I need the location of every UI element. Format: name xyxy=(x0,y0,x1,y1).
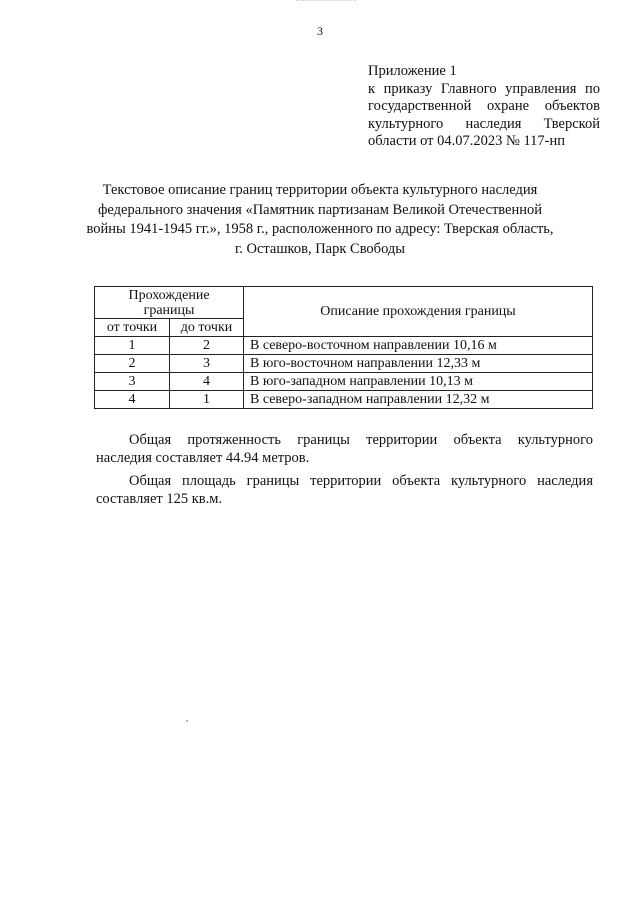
cell-from: 1 xyxy=(95,337,170,355)
cell-from: 3 xyxy=(95,373,170,391)
cell-description: В юго-западном направлении 10,13 м xyxy=(244,373,593,391)
cell-to: 4 xyxy=(170,373,244,391)
summary-line: наследия составляет 44.94 метров. xyxy=(96,449,310,466)
appendix-line: государственной охране объектов xyxy=(368,98,600,114)
appendix-line: культурного наследия Тверской xyxy=(368,115,600,132)
appendix-line: к приказу Главного управления по xyxy=(368,80,600,97)
header-to-point: до точки xyxy=(170,319,244,337)
boundary-table xyxy=(94,286,593,409)
summary-line: составляет 125 кв.м. xyxy=(96,490,223,507)
summary-line: Общая площадь границы территории объекта культурного наследия xyxy=(129,473,593,489)
header-group-line: границы xyxy=(143,302,195,318)
title-line: Текстовое описание границ территории объекта культурного наследия xyxy=(102,182,538,198)
scan-artifact xyxy=(186,720,188,722)
cell-description: В юго-восточном направлении 12,33 м xyxy=(244,355,593,373)
summary-line: Общая протяженность границы территории объекта культурного xyxy=(129,432,593,448)
header-from-point: от точки xyxy=(95,319,170,337)
cell-to: 1 xyxy=(170,391,244,409)
scan-artifact xyxy=(296,0,356,7)
summary-block xyxy=(96,432,593,514)
cell-description: В северо-восточном направлении 10,16 м xyxy=(244,337,593,355)
table-row xyxy=(95,373,593,391)
header-boundary-passage xyxy=(95,287,244,319)
page-number: 3 xyxy=(317,24,323,38)
table-row xyxy=(95,391,593,409)
title-line: войны 1941-1945 гг.», 1958 г., расположенного по адресу: Тверская область, xyxy=(86,221,554,237)
document-title xyxy=(80,181,560,259)
cell-description: В северо-западном направлении 12,32 м xyxy=(244,391,593,409)
cell-to: 3 xyxy=(170,355,244,373)
cell-from: 2 xyxy=(95,355,170,373)
cell-to: 2 xyxy=(170,337,244,355)
header-description: Описание прохождения границы xyxy=(244,287,593,337)
header-group-line: Прохождение xyxy=(128,287,210,303)
appendix-line: области от 04.07.2023 № 117-нп xyxy=(368,133,566,149)
appendix-block xyxy=(368,63,600,151)
table-row xyxy=(95,355,593,373)
title-line: г. Осташков, Парк Свободы xyxy=(234,240,406,257)
summary-area-paragraph xyxy=(96,473,593,508)
summary-length-paragraph xyxy=(96,432,593,467)
cell-from: 4 xyxy=(95,391,170,409)
appendix-line: Приложение 1 xyxy=(368,63,457,79)
title-line: федерального значения «Памятник партизанам Великой Отечественной xyxy=(97,201,543,218)
table-row xyxy=(95,337,593,355)
